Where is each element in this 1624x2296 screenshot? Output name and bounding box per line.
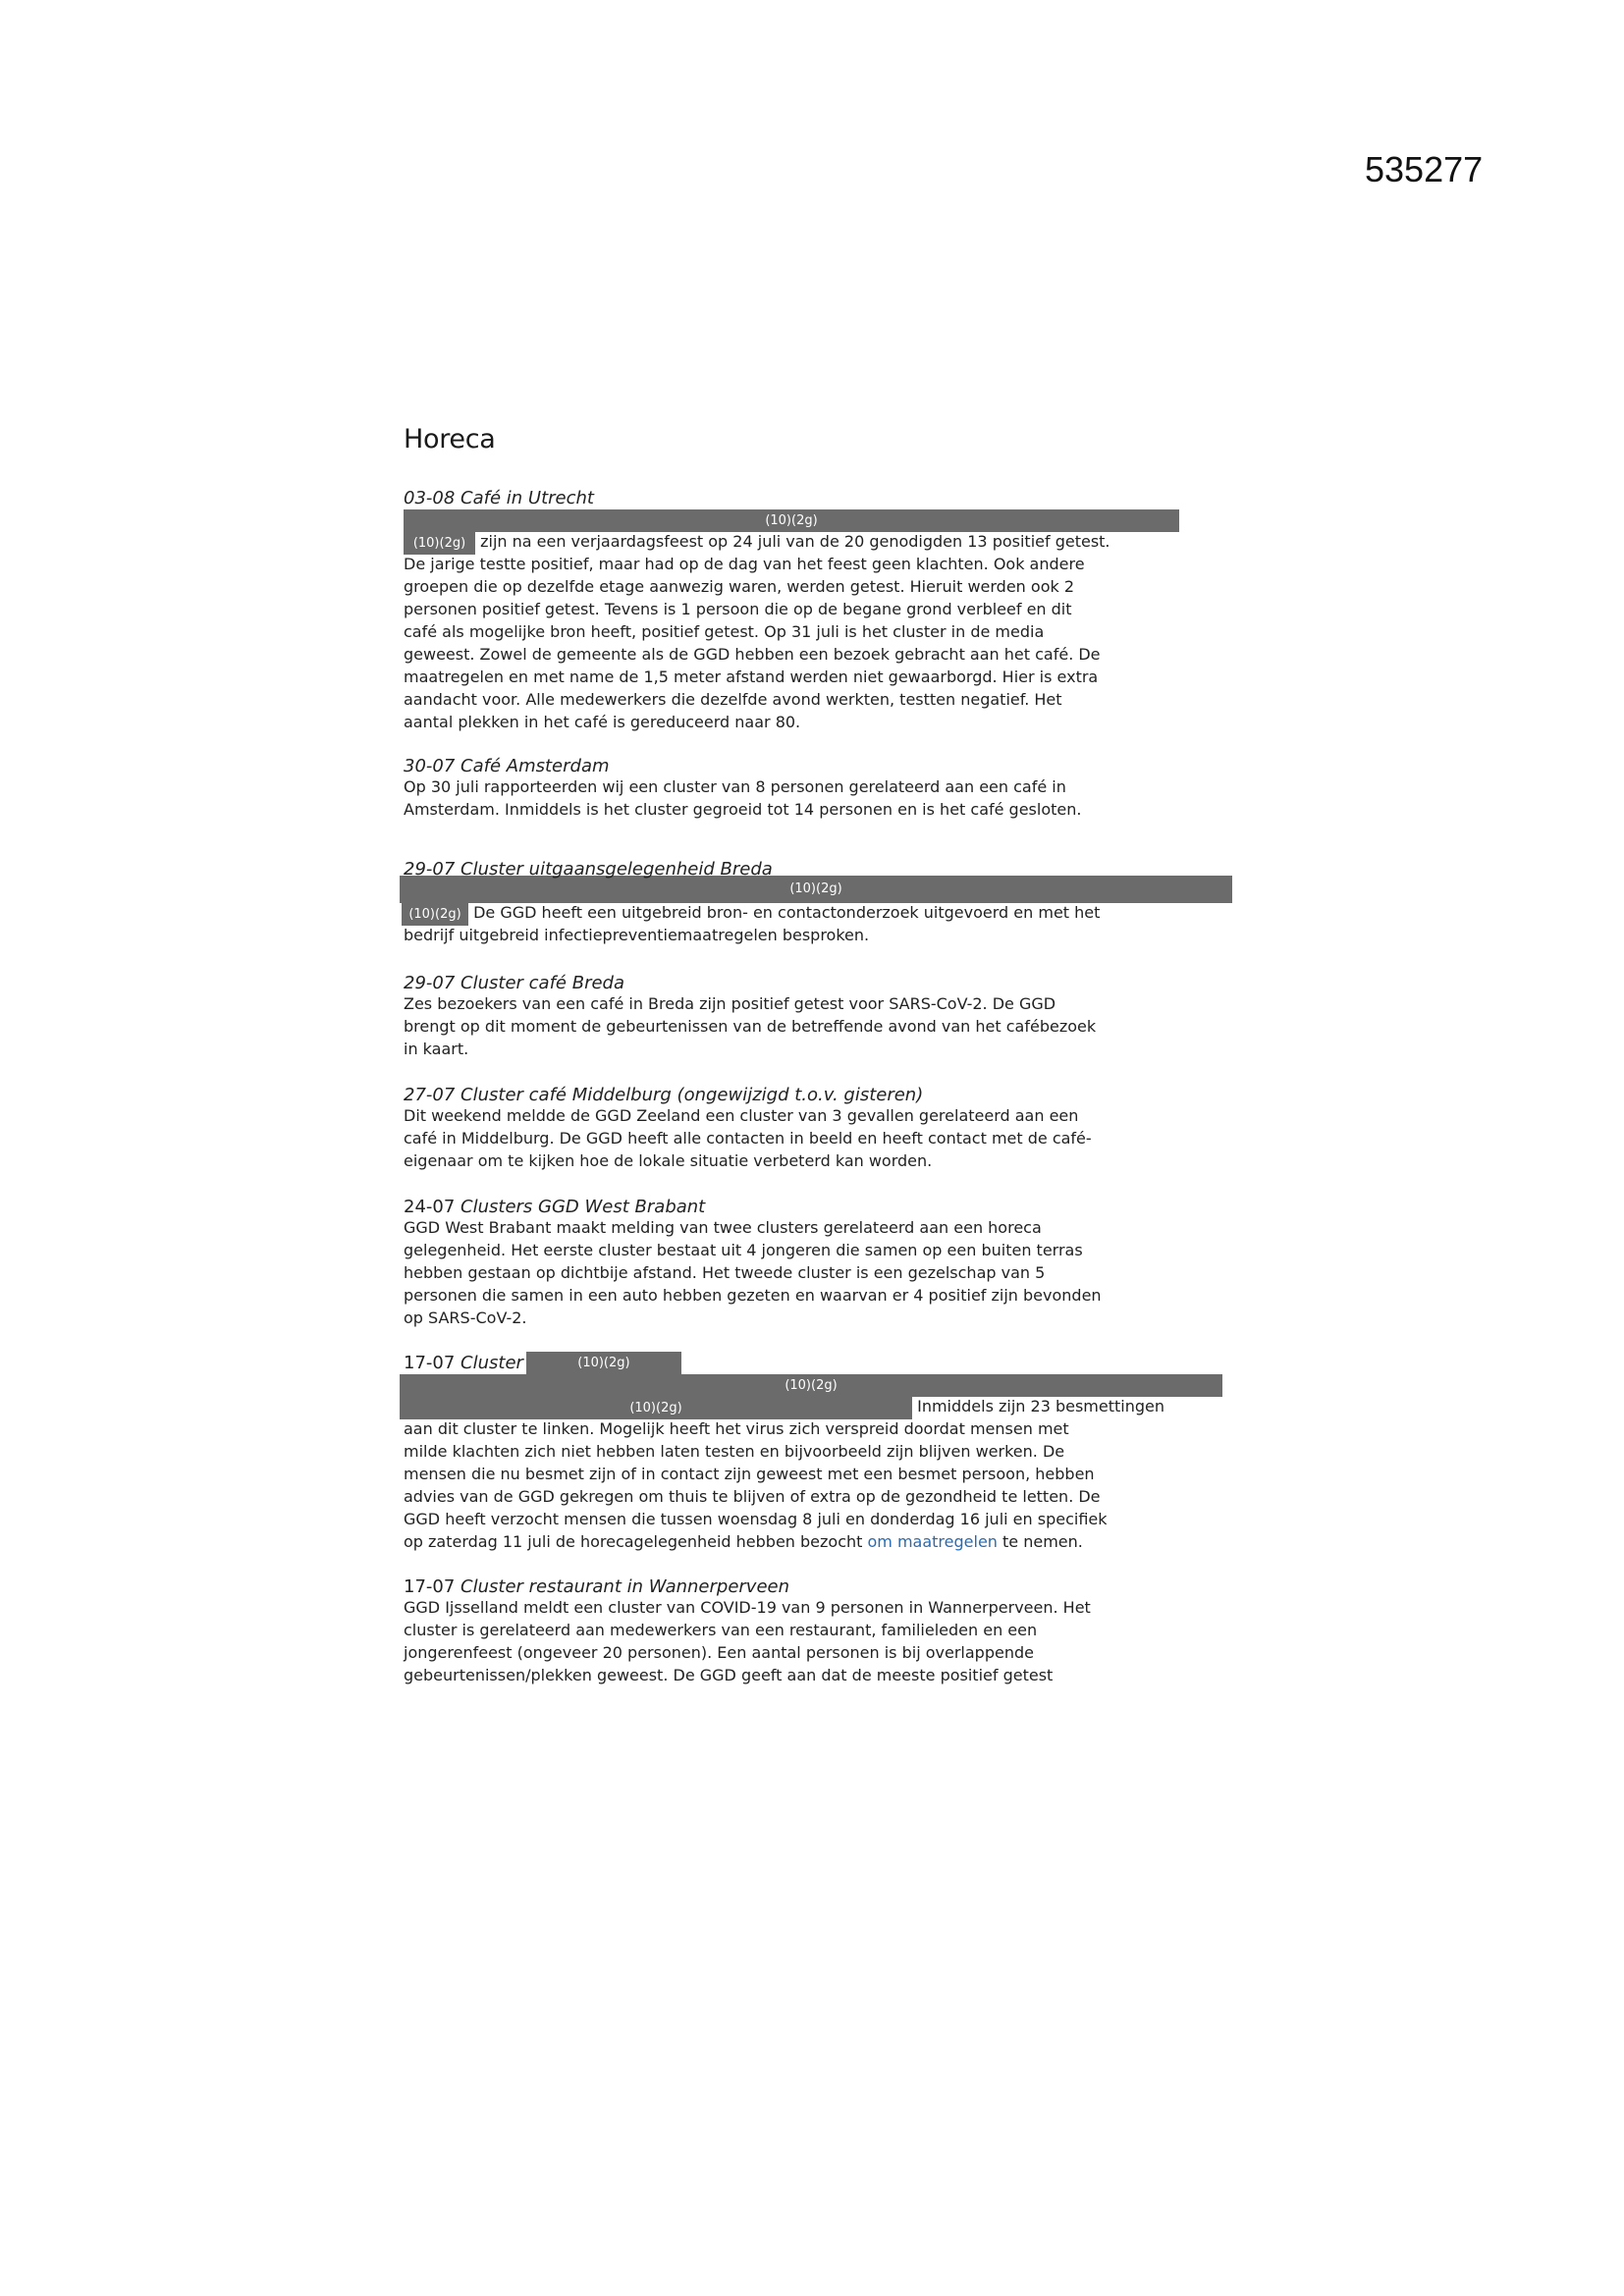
text-line: jongerenfeest (ongeveer 20 personen). Een aantal personen is bij overlappende bbox=[404, 1643, 1034, 1662]
text-line-content: De GGD heeft een uitgebreid bron- en contactonderzoek uitgevoerd en met het bbox=[473, 903, 1101, 922]
text-line: De jarige testte positief, maar had op de dag van het feest geen klachten. Ook andere bbox=[404, 555, 1085, 573]
redaction-block: (10)(2g) bbox=[400, 1374, 1222, 1397]
news-item-amsterdam bbox=[404, 755, 1238, 823]
item-title bbox=[404, 487, 1238, 509]
text-line-content: Inmiddels zijn 23 besmettingen bbox=[917, 1397, 1165, 1415]
text-line bbox=[404, 1397, 1238, 1419]
text-line bbox=[404, 903, 1238, 926]
redaction-block: (10)(2g) bbox=[400, 1397, 912, 1419]
news-item-redacted-cluster bbox=[404, 1352, 1238, 1555]
redaction-block: (10)(2g) bbox=[526, 1352, 681, 1374]
item-date: 29-07 bbox=[404, 973, 456, 993]
item-title-text: Cluster uitgaansgelegenheid Breda bbox=[460, 859, 773, 880]
text-line: Amsterdam. Inmiddels is het cluster gegroeid tot 14 personen en is het café gesloten. bbox=[404, 800, 1082, 819]
text-line: GGD heeft verzocht mensen die tussen woensdag 8 juli en donderdag 16 juli en specifiek bbox=[404, 1510, 1108, 1528]
news-item-utrecht bbox=[404, 487, 1238, 735]
text-line: mensen die nu besmet zijn of in contact zijn geweest met een besmet persoon, hebben bbox=[404, 1465, 1095, 1483]
text-line-content: te nemen. bbox=[997, 1532, 1083, 1551]
text-line-content: op zaterdag 11 juli de horecagelegenheid hebben bezocht bbox=[404, 1532, 868, 1551]
text-line: GGD Ijsselland meldt een cluster van COVID-19 van 9 personen in Wannerperveen. Het bbox=[404, 1598, 1091, 1617]
text-line: hebben gestaan op dichtbije afstand. Het tweede cluster is een gezelschap van 5 bbox=[404, 1263, 1046, 1282]
item-title bbox=[404, 755, 1238, 777]
item-title-text: Cluster restaurant in Wannerperveen bbox=[460, 1576, 789, 1597]
text-line: maatregelen en met name de 1,5 meter afstand werden niet gewaarborgd. Hier is extra bbox=[404, 667, 1099, 686]
text-line: milde klachten zich niet hebben laten testen en bijvoorbeeld zijn blijven werken. De bbox=[404, 1442, 1065, 1461]
item-date: 27-07 bbox=[404, 1085, 456, 1105]
item-date: 30-07 bbox=[404, 756, 456, 776]
item-title bbox=[404, 1352, 1238, 1374]
text-line: advies van de GGD gekregen om thuis te blijven of extra op de gezondheid te letten. De bbox=[404, 1487, 1101, 1506]
text-line: aan dit cluster te linken. Mogelijk heeft het virus zich verspreid doordat mensen met bbox=[404, 1419, 1069, 1438]
text-line: personen positief getest. Tevens is 1 persoon die op de begane grond verbleef en dit bbox=[404, 600, 1072, 618]
item-title bbox=[404, 1196, 1238, 1218]
text-line: bedrijf uitgebreid infectiepreventiemaatregelen besproken. bbox=[404, 926, 870, 944]
item-date: 17-07 bbox=[404, 1576, 456, 1597]
item-title-text: Cluster bbox=[460, 1353, 523, 1373]
text-line bbox=[404, 1532, 1238, 1555]
item-date: 29-07 bbox=[404, 859, 456, 880]
text-line: aandacht voor. Alle medewerkers die dezelfde avond werkten, testten negatief. Het bbox=[404, 690, 1062, 709]
redaction-block: (10)(2g) bbox=[402, 903, 468, 926]
item-title bbox=[404, 972, 1238, 994]
link-maatregelen[interactable]: om maatregelen bbox=[867, 1532, 998, 1551]
text-line: op SARS-CoV-2. bbox=[404, 1308, 527, 1327]
text-line: GGD West Brabant maakt melding van twee clusters gerelateerd aan een horeca bbox=[404, 1218, 1042, 1237]
redaction-block: (10)(2g) bbox=[400, 876, 1232, 903]
item-title-text: Clusters GGD West Brabant bbox=[460, 1197, 706, 1217]
text-line: groepen die op dezelfde etage aanwezig waren, werden getest. Hieruit werden ook 2 bbox=[404, 577, 1075, 596]
text-line: cluster is gerelateerd aan medewerkers van een restaurant, familieleden en een bbox=[404, 1621, 1038, 1639]
item-date: 24-07 bbox=[404, 1197, 456, 1217]
text-line: aantal plekken in het café is gereduceerd naar 80. bbox=[404, 713, 801, 731]
text-line: café als mogelijke bron heeft, positief getest. Op 31 juli is het cluster in de media bbox=[404, 622, 1045, 641]
text-line: café in Middelburg. De GGD heeft alle contacten in beeld en heeft contact met de café- bbox=[404, 1129, 1092, 1148]
text-line bbox=[404, 532, 1238, 555]
news-item-breda-uitgaan bbox=[404, 858, 1238, 948]
text-line: gebeurtenissen/plekken geweest. De GGD geeft aan dat de meeste positief getest bbox=[404, 1666, 1054, 1684]
item-title-text: Cluster café Breda bbox=[460, 973, 624, 993]
text-line: gelegenheid. Het eerste cluster bestaat uit 4 jongeren die samen op een buiten terras bbox=[404, 1241, 1083, 1259]
item-title bbox=[404, 1575, 1238, 1598]
text-line: geweest. Zowel de gemeente als de GGD hebben een bezoek gebracht aan het café. De bbox=[404, 645, 1101, 664]
item-date: 03-08 bbox=[404, 488, 456, 508]
news-item-middelburg bbox=[404, 1084, 1238, 1174]
text-line: in kaart. bbox=[404, 1040, 469, 1058]
document-number: 535277 bbox=[1365, 149, 1484, 189]
news-item-west-brabant bbox=[404, 1196, 1238, 1331]
news-item-wannerperveen bbox=[404, 1575, 1238, 1688]
item-title bbox=[404, 1084, 1238, 1106]
item-date: 17-07 bbox=[404, 1353, 456, 1373]
item-title-text: Café in Utrecht bbox=[460, 488, 594, 508]
item-title-text: Café Amsterdam bbox=[460, 756, 610, 776]
redaction-block: (10)(2g) bbox=[404, 509, 1179, 532]
text-line-content: zijn na een verjaardagsfeest op 24 juli van de 20 genodigden 13 positief getest. bbox=[480, 532, 1110, 551]
text-line: personen die samen in een auto hebben gezeten en waarvan er 4 positief zijn bevonden bbox=[404, 1286, 1102, 1305]
text-line: Op 30 juli rapporteerden wij een cluster van 8 personen gerelateerd aan een café in bbox=[404, 777, 1066, 796]
text-line: eigenaar om te kijken hoe de lokale situatie verbeterd kan worden. bbox=[404, 1151, 933, 1170]
text-line: Dit weekend meldde de GGD Zeeland een cluster van 3 gevallen gerelateerd aan een bbox=[404, 1106, 1079, 1125]
news-item-breda-cafe bbox=[404, 972, 1238, 1062]
redaction-block: (10)(2g) bbox=[404, 532, 475, 555]
item-title-text: Cluster café Middelburg (ongewijzigd t.o.v. gisteren) bbox=[460, 1085, 924, 1105]
text-line: brengt op dit moment de gebeurtenissen van de betreffende avond van het cafébezoek bbox=[404, 1017, 1097, 1036]
text-line: Zes bezoekers van een café in Breda zijn positief getest voor SARS-CoV-2. De GGD bbox=[404, 994, 1056, 1013]
section-heading: Horeca bbox=[404, 424, 496, 454]
